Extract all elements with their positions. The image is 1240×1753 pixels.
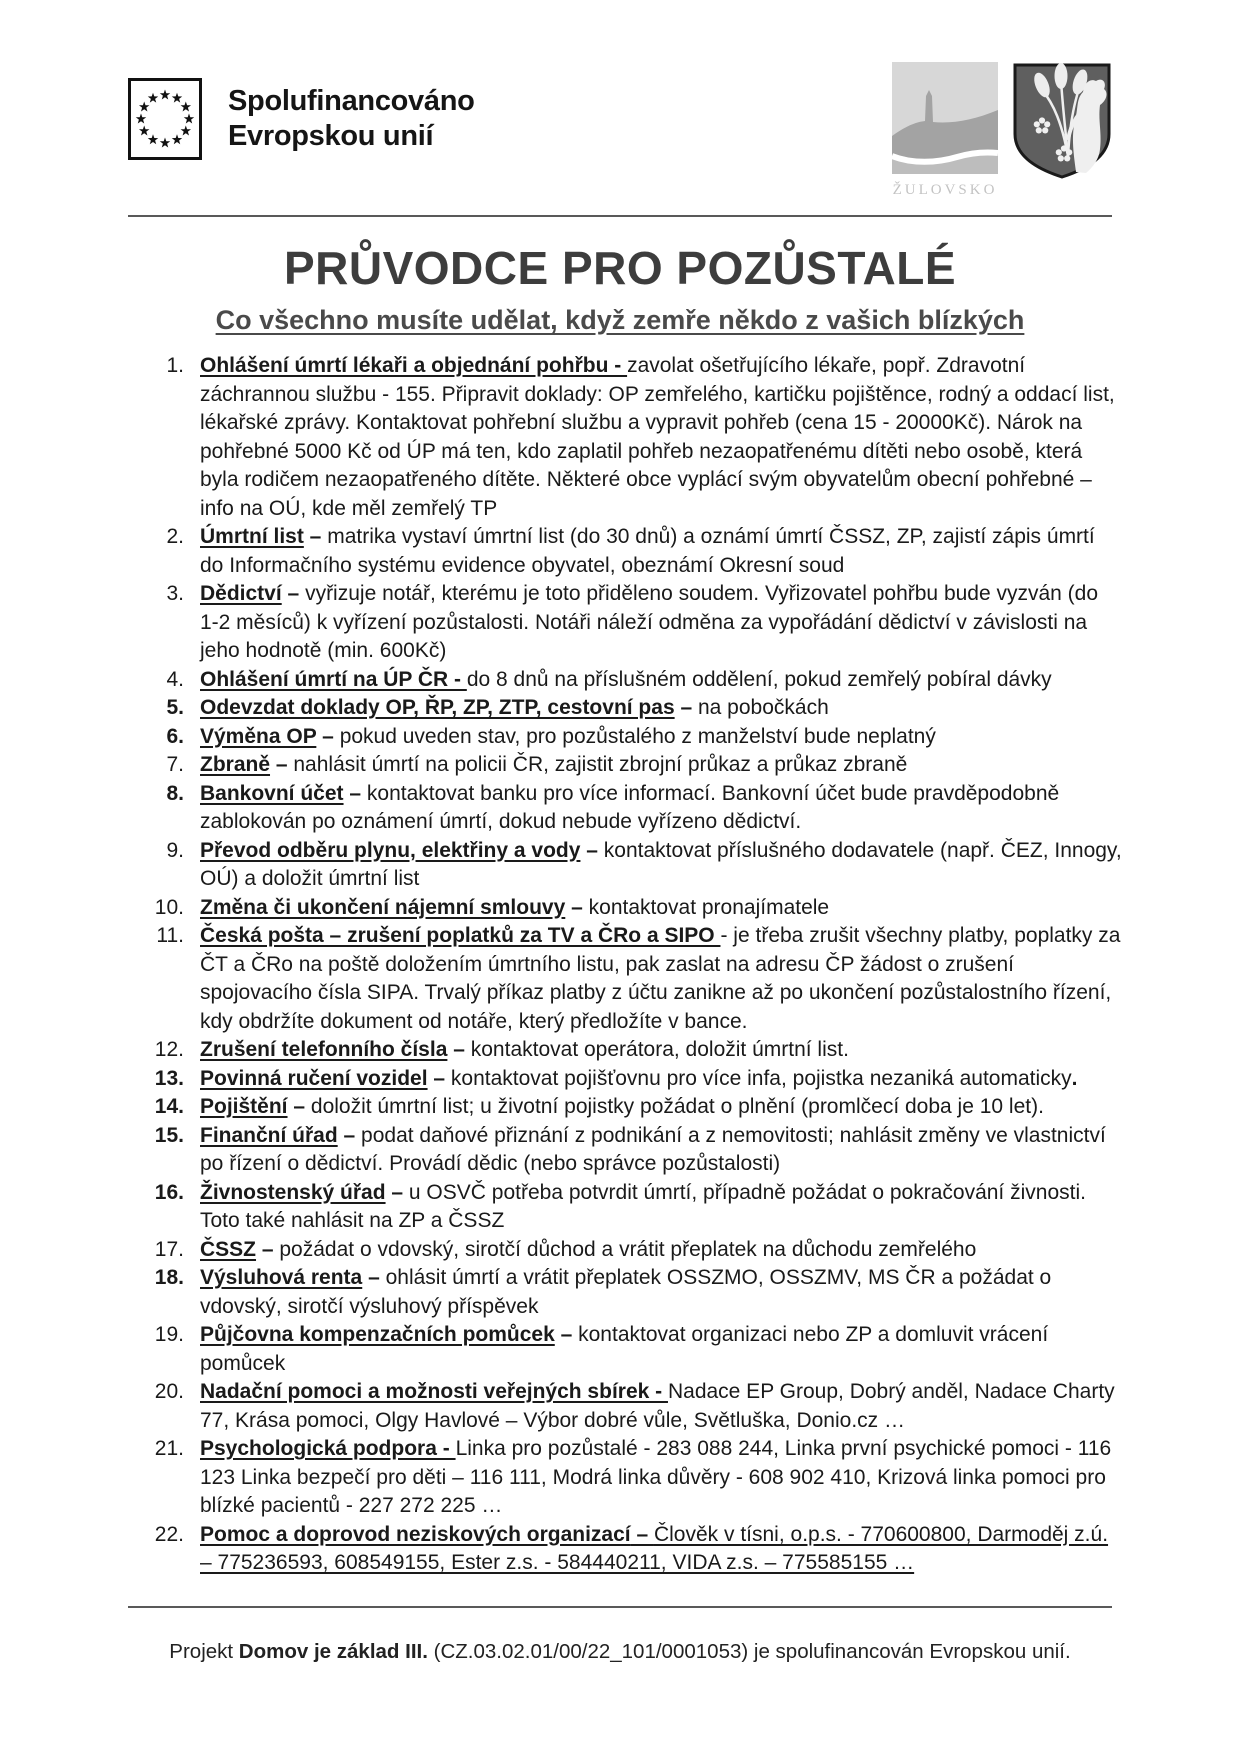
item-heading: Živnostenský úřad [200, 1180, 386, 1204]
item-heading: Povinná ručení vozidel [200, 1066, 428, 1090]
item-heading: Česká pošta – zrušení poplatků za TV a ČRo a SIPO [200, 924, 721, 947]
item-text: Psychologická podpora - Linka pro pozůstalé - 283 088 244, Linka první psychické pomoci - 116 123 Linka bezpečí pro děti – 116 111, Modrá linka důvěry - 608 902 410, Krizová linka pomoci pro blízké pacientů - 227 272 225 … [200, 1437, 1112, 1517]
top-divider [128, 215, 1112, 217]
item-heading: Finanční úřad [200, 1123, 338, 1147]
item-text: Výsluhová renta – ohlásit úmrtí a vrátit přeplatek OSSZMO, OSSZMV, MS ČR a požádat o vdovský, sirotčí výsluhový příspěvek [200, 1266, 1052, 1318]
list-item [128, 723, 1122, 752]
checklist [0, 352, 1240, 1578]
list-item [128, 751, 1122, 780]
item-heading: Pomoc a doprovod neziskových organizací [200, 1522, 631, 1546]
item-number: 19. [154, 1323, 184, 1346]
item-text: Zrušení telefonního čísla – kontaktovat operátora, doložit úmrtní list. [200, 1038, 849, 1061]
item-number: 10. [154, 895, 184, 919]
item-heading: Dědictví [200, 582, 282, 605]
eu-text-line2: Evropskou unií [228, 120, 434, 152]
list-item [128, 1521, 1122, 1578]
list-item [128, 1236, 1122, 1265]
item-heading: Bankovní účet [200, 781, 344, 805]
list-item [128, 666, 1122, 695]
item-text: ČSSZ – požádat o vdovský, sirotčí důchod a vrátit přeplatek na důchodu zemřelého [200, 1237, 977, 1261]
item-number: 7. [166, 753, 184, 776]
zulovsko-caption: ŽULOVSKO [892, 182, 998, 198]
list-item [128, 1093, 1122, 1122]
item-number: 18. [154, 1266, 184, 1289]
item-text: Bankovní účet – kontaktovat banku pro více informací. Bankovní účet bude pravděpodobně zablokován po oznámení úmrtí, dokud nebude vyřízeno dědictví. [200, 781, 1060, 833]
list-item [128, 922, 1122, 1036]
header-logos [892, 62, 1112, 199]
list-item [128, 694, 1122, 723]
item-number: 13. [154, 1066, 184, 1090]
list-item [128, 1065, 1122, 1094]
item-heading: Výsluhová renta [200, 1266, 363, 1289]
item-number: 11. [156, 924, 184, 947]
item-text: Dědictví – vyřizuje notář, kterému je toto přiděleno soudem. Vyřizovatel pohřbu bude vyzván (do 1-2 měsíců) k vyřízení pozůstalosti. Notáři náleží odměna za vypořádání dědictví v závislosti na jeho hodnotě (min. 600Kč) [200, 582, 1099, 662]
item-text: Půjčovna kompenzačních pomůcek – kontaktovat organizaci nebo ZP a domluvit vrácení pomůcek [200, 1323, 1049, 1375]
zulovsko-landscape-icon [892, 62, 998, 174]
list-item [128, 894, 1122, 923]
item-heading: Ohlášení úmrtí lékaři a objednání pohřbu - [200, 354, 628, 377]
list-item [128, 1321, 1122, 1378]
page-header [0, 0, 1240, 199]
list-item [128, 1179, 1122, 1236]
item-text: Úmrtní list – matrika vystaví úmrtní list (do 30 dnů) a oznámí úmrtí ČSSZ, ZP, zajistí zápis úmrtí do Informačního systému evidence obyvatel, obeznámí Okresní soud [200, 525, 1095, 577]
item-heading: Úmrtní list [200, 525, 304, 548]
page-title: PRŮVODCE PRO POZŮSTALÉ [283, 242, 957, 294]
eu-cofinancing-block [128, 78, 475, 160]
footer-text: Projekt Domov je základ III. (CZ.03.02.01/00/22_101/0001053) je spolufinancován Evropskou unií. [169, 1640, 1071, 1663]
page-subtitle: Co všechno musíte udělat, když zemře někdo z vašich blízkých [215, 305, 1025, 335]
item-number: 16. [154, 1180, 184, 1204]
zulovsko-logo [892, 62, 998, 199]
list-item [128, 1435, 1122, 1521]
coat-of-arms-logo [1012, 62, 1112, 180]
item-number: 21. [154, 1437, 184, 1460]
list-item [128, 523, 1122, 580]
list-item [128, 837, 1122, 894]
item-heading: Nadační pomoci a možnosti veřejných sbírek - [200, 1380, 668, 1403]
list-item [128, 780, 1122, 837]
item-heading: Pojištění [200, 1095, 288, 1118]
item-heading: Zrušení telefonního čísla [200, 1038, 448, 1061]
item-number: 1. [166, 354, 184, 377]
item-text: Ohlášení úmrtí na ÚP ČR - do 8 dnů na příslušném oddělení, pokud zemřelý pobíral dávky [200, 667, 1052, 691]
item-text: Pojištění – doložit úmrtní list; u životní pojistky požádat o plnění (promlčecí doba je 10 let). [200, 1095, 1044, 1118]
item-number: 3. [166, 582, 184, 605]
item-number: 20. [154, 1380, 184, 1403]
item-text: Pomoc a doprovod neziskových organizací – Člověk v tísni, o.p.s. - 770600800, Darmoděj z.ú. – 775236593, 608549155, Ester z.s. - 584440211, VIDA z.s. – 775585155 … [200, 1522, 1109, 1574]
item-heading: Psychologická podpora - [200, 1437, 456, 1460]
document-body [0, 241, 1240, 1578]
list-item [128, 1036, 1122, 1065]
item-text: Nadační pomoci a možnosti veřejných sbírek - Nadace EP Group, Dobrý anděl, Nadace Charty 77, Krása pomoci, Olgy Havlové – Výbor dobré vůle, Světluška, Donio.cz … [200, 1380, 1115, 1432]
item-heading: ČSSZ [200, 1237, 257, 1261]
item-heading: Půjčovna kompenzačních pomůcek [200, 1323, 555, 1346]
item-number: 2. [166, 525, 184, 548]
item-text: Změna či ukončení nájemní smlouvy – kontaktovat pronajímatele [200, 895, 830, 919]
eu-cofinancing-text [228, 84, 475, 155]
list-item [128, 580, 1122, 666]
list-item [128, 1378, 1122, 1435]
item-number: 22. [154, 1522, 184, 1546]
item-number: 15. [154, 1123, 184, 1147]
item-number: 5. [166, 696, 184, 719]
item-text: Převod odběru plynu, elektřiny a vody – kontaktovat příslušného dodavatele (např. ČEZ, Innogy, OÚ) a doložit úmrtní list [200, 838, 1122, 890]
item-heading: Odevzdat doklady OP, ŘP, ZP, ZTP, cestovní pas [200, 696, 675, 719]
item-heading: Změna či ukončení nájemní smlouvy [200, 895, 566, 919]
item-heading: Zbraně [200, 753, 271, 776]
page-footer [0, 1606, 1240, 1685]
list-item [128, 352, 1122, 523]
list-item [128, 1122, 1122, 1179]
eu-text-line1: Spolufinancováno [228, 84, 475, 117]
item-text: Povinná ručení vozidel – kontaktovat pojišťovnu pro více infa, pojistka nezaniká automaticky. [200, 1066, 1078, 1090]
wolf-wheat-shield-icon [1012, 62, 1112, 180]
item-number: 6. [166, 724, 184, 748]
item-heading: Převod odběru plynu, elektřiny a vody [200, 838, 581, 862]
item-number: 14. [154, 1095, 184, 1118]
item-text: Finanční úřad – podat daňové přiznání z podnikání a z nemovitosti; nahlásit změny ve vlastnictví po řízení o dědictví. Provádí dědic (nebo správce pozůstalosti) [200, 1123, 1106, 1175]
item-text: Zbraně – nahlásit úmrtí na policii ČR, zajistit zbrojní průkaz a průkaz zbraně [200, 753, 908, 776]
item-heading: Ohlášení úmrtí na ÚP ČR - [200, 667, 467, 691]
item-text: Odevzdat doklady OP, ŘP, ZP, ZTP, cestovní pas – na pobočkách [200, 696, 829, 719]
item-number: 17. [154, 1237, 184, 1261]
eu-flag-icon [128, 78, 202, 160]
bottom-divider [128, 1606, 1112, 1608]
item-number: 9. [166, 838, 184, 862]
list-item [128, 1264, 1122, 1321]
item-text: Ohlášení úmrtí lékaři a objednání pohřbu - zavolat ošetřujícího lékaře, popř. Zdravotní záchrannou službu - 155. Připravit doklady: OP zemřelého, kartičku pojištěnce, rodný a oddací list, lékařské zprávy. Kontaktovat pohřební službu a vypravit pohřeb (cena 15 - 20000Kč). Nárok na pohřebné 5000 Kč od ÚP má ten, kdo zaplatil pohřeb nezaopatřenému dítěti nebo osobě, která byla rodičem nezaopatřeného dítěte. Některé obce vyplácí svým obyvatelům obecní pohřebné – info na OÚ, kde měl zemřelý TP [200, 354, 1115, 520]
item-heading: Výměna OP [200, 724, 317, 748]
item-text: Česká pošta – zrušení poplatků za TV a ČRo a SIPO - je třeba zrušit všechny platby, poplatky za ČT a ČRo na poště doložením úmrtního listu, pak zaslat na adresu ČP žádost o zrušení spojovacího čísla SIPA. Trvalý příkaz platby z účtu zanikne až po ukončení pozůstalostního řízení, kdy obdržíte dokument od notáře, který předložíte v bance. [200, 924, 1121, 1033]
item-number: 8. [166, 781, 184, 805]
item-number: 4. [166, 667, 184, 691]
item-text: Výměna OP – pokud uveden stav, pro pozůstalého z manželství bude neplatný [200, 724, 936, 748]
project-name: Domov je základ III. [238, 1640, 428, 1663]
item-number: 12. [154, 1038, 184, 1061]
item-text: Živnostenský úřad – u OSVČ potřeba potvrdit úmrtí, případně požádat o pokračování živnosti. Toto také nahlásit na ZP a ČSSZ [200, 1180, 1086, 1232]
